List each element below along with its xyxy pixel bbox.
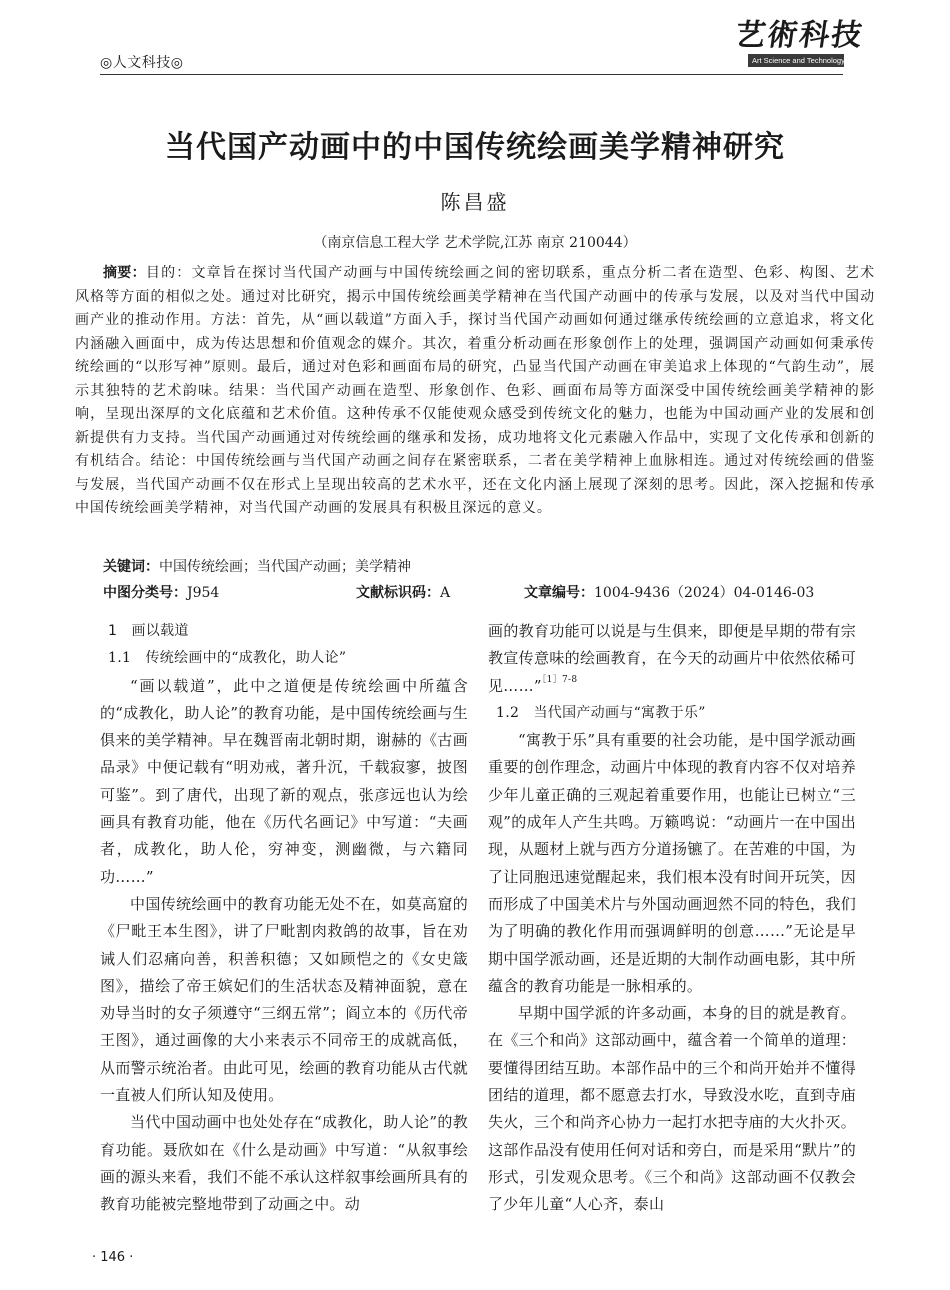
section-1-heading: 1 画以载道 — [108, 623, 189, 639]
paragraph: 早期中国学派的许多动画，本身的目的就是教育。在《三个和尚》这部动画中，蕴含着一个简单的道理：要懂得团结互助。本部作品中的三个和尚开始并不懂得团结的道理，都不愿意去打水，导致没水吃，直到寺庙失火，三个和尚齐心协力一起打水把寺庙的大火扑灭。这部作品没有使用任何对话和旁白，而是采用“默片”的形式，引发观众思考。《三个和尚》这部动画不仅教会了少年儿童“人心齐，泰山 — [488, 1004, 856, 1214]
paragraph: 中国传统绘画中的教育功能无处不在，如莫高窟的《尸毗王本生图》，讲了尸毗割肉救鸽的故事，旨在劝诫人们忍痛向善，积善积德；又如顾恺之的《女史箴图》，描绘了帝王嫔妃们的生活状态及精神面貌，意在劝导当时的女子须遵守“三纲五常”；阎立本的《历代帝王图》，通过画像的大小来表示不同帝王的成就高低，从而警示统治者。由此可见，绘画的教育功能从古代就一直被人们所认知及使用。 — [100, 894, 468, 1105]
doc-code-label: 文献标识码： — [356, 585, 440, 601]
article-title: 当代国产动画中的中国传统绘画美学精神研究 — [165, 130, 785, 165]
paragraph: “寓教于乐”具有重要的社会功能，是中国学派动画重要的创作理念，动画片中体现的教育内容不仅对培养少年儿童正确的三观起着重要作用，也能让已树立“三观”的成年人产生共鸣。万籁鸣说：“动画片一在中国出现，从题材上就与西方分道扬镳了。在苦难的中国，为了让同胞迅速觉醒起来，我们根本没有时间开玩笑，因而形成了中国美术片与外国动画迥然不同的特色，我们为了明确的教化作用而强调鲜明的创意……”无论是早期中国学派动画，还是近期的大制作动画电影，其中所蕴含的教育功能是一脉相承的。 — [488, 731, 856, 995]
citation: ［1］7-8 — [541, 674, 578, 685]
keywords-label: 关键词： — [103, 559, 159, 575]
author-affiliation: （南京信息工程大学 艺术学院,江苏 南京 210044） — [313, 235, 637, 251]
clc-label: 中图分类号： — [103, 585, 187, 601]
page-number: · 146 · — [92, 1250, 134, 1265]
article-number — [524, 582, 814, 602]
paragraph-text: 画的教育功能可以说是与生俱来，即便是早期的带有宗教宣传意味的绘画教育，在今天的动画片中依然依稀可见……” — [488, 622, 856, 695]
paragraph — [488, 618, 856, 700]
article-no-label: 文章编号： — [524, 585, 594, 601]
clc-number — [103, 582, 219, 602]
logo-english-text: Art Science and Technology — [752, 56, 845, 65]
doc-code-value: A — [440, 585, 451, 601]
paragraph: 当代中国动画中也处处存在“成教化，助人论”的教育功能。聂欣如在《什么是动画》中写道：“从叙事绘画的源头来看，我们不能不承认这样叙事绘画所具有的教育功能被完整地带到了动画之中。动 — [100, 1113, 468, 1214]
article-author: 陈昌盛 — [440, 190, 510, 214]
journal-section-label: ◎人文科技◎ — [100, 55, 184, 71]
keywords-text: 中国传统绘画；当代国产动画；美学精神 — [159, 559, 411, 575]
abstract-label: 摘要： — [103, 265, 146, 281]
abstract — [75, 262, 875, 521]
section-1-2-heading: 1.2 当代国产动画与“寓教于乐” — [496, 704, 706, 721]
clc-value: J954 — [187, 585, 220, 601]
abstract-text: 目的：文章旨在探讨当代国产动画与中国传统绘画之间的密切联系，重点分析二者在造型、色彩、构图、艺术风格等方面的相似之处。通过对比研究，揭示中国传统绘画美学精神在当代国产动画中的传承与发展，以及对当代中国动画产业的推动作用。方法：首先，从“画以载道”方面入手，探讨当代国产动画如何通过继承传统绘画的立意追求，将文化内涵融入画面中，成为传达思想和价值观念的媒介。其次，着重分析动画在形象创作上的处理，强调国产动画如何秉承传统绘画的“以形写神”原则。最后，通过对色彩和画面布局的研究，凸显当代国产动画在审美追求上体现的“气韵生动”，展示其独特的艺术韵味。结果：当代国产动画在造型、形象创作、色彩、画面布局等方面深受中国传统绘画美学精神的影响，呈现出深厚的文化底蕴和艺术价值。这种传承不仅能使观众感受到传统文化的魅力，也能为中国动画产业的发展和创新提供有力支持。当代国产动画通过对传统绘画的继承和发扬，成功地将文化元素融入作品中，实现了文化传承和创新的有机结合。结论：中国传统绘画与当代国产动画之间存在紧密联系，二者在美学精神上血脉相连。通过对传统绘画的借鉴与发展，当代国产动画不仅在形式上呈现出较高的艺术水平，还在文化内涵上展现了深刻的思考。因此，深入挖掘和传承中国传统绘画美学精神，对当代国产动画的发展具有积极且深远的意义。 — [75, 265, 875, 516]
section-1-1-heading: 1.1 传统绘画中的“成教化，助人论” — [108, 650, 347, 667]
body-left-column — [100, 618, 468, 1219]
journal-logo — [733, 10, 866, 72]
header-divider — [100, 74, 843, 75]
logo-chinese-text: 艺術科技 — [733, 18, 866, 53]
article-no-value: 1004-9436（2024）04-0146-03 — [594, 585, 815, 601]
keywords — [103, 556, 411, 576]
body-right-column — [488, 618, 856, 1219]
document-code — [356, 582, 450, 602]
paragraph: “画以载道”，此中之道便是传统绘画中所蕴含的“成教化，助人论”的教育功能，是中国传统绘画与生俱来的美学精神。早在魏晋南北朝时期，谢赫的《古画品录》中便记载有“明劝戒，著升沉，千载寂寥，披图可鉴”。到了唐代，出现了新的观点，张彦远也认为绘画具有教育功能，他在《历代名画记》中写道：“夫画者，成教化，助人伦，穷神变，测幽微，与六籍同功……” — [100, 676, 468, 886]
